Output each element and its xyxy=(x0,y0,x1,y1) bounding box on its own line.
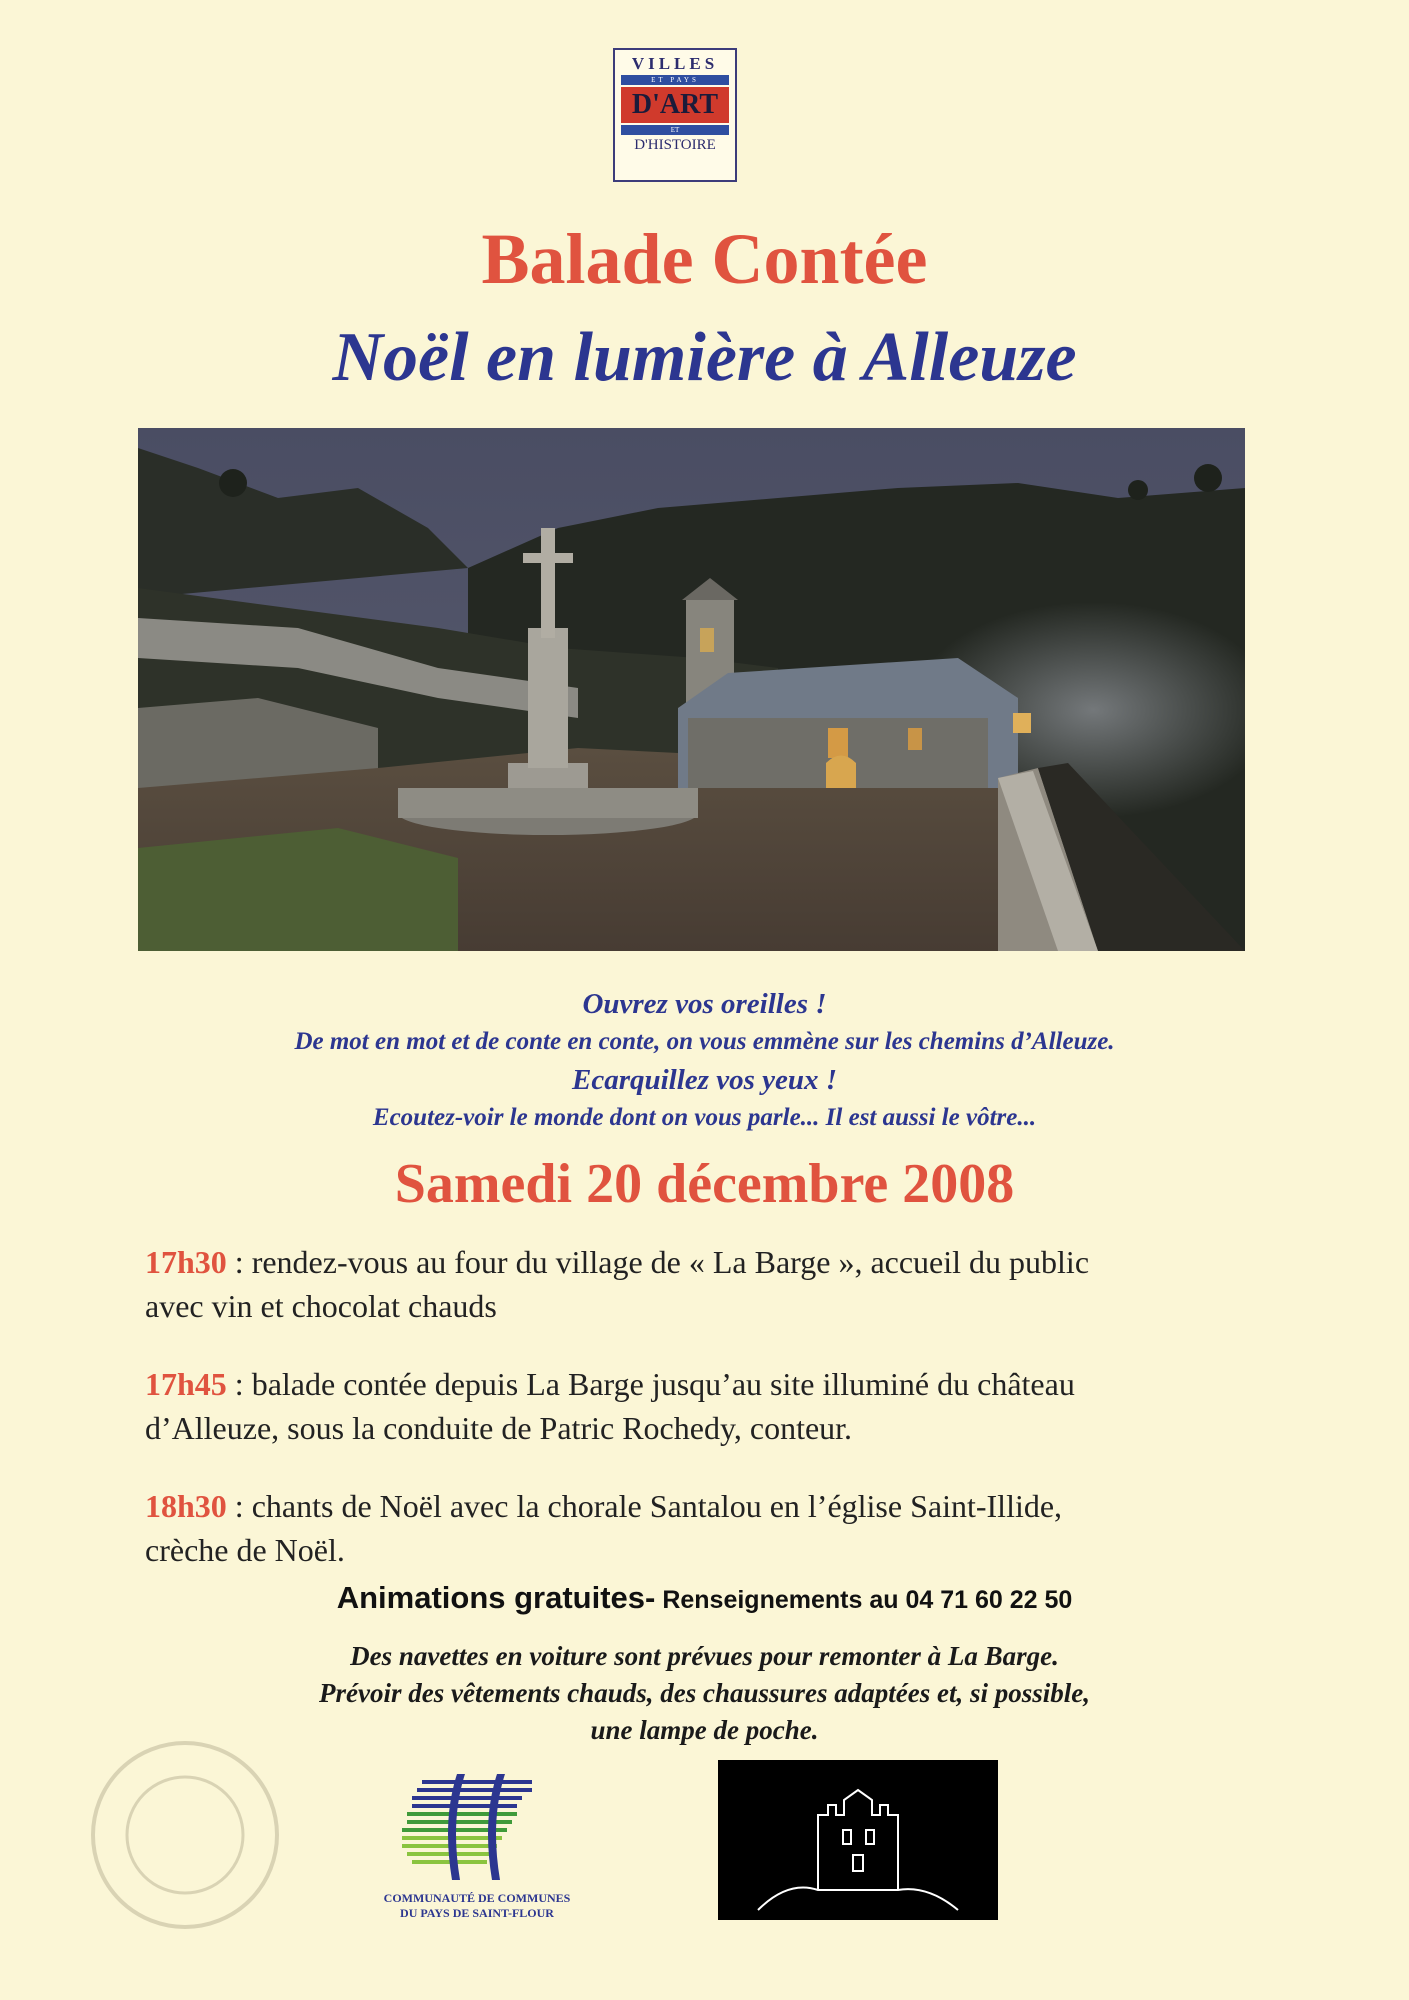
archive-stamp xyxy=(80,1730,290,1940)
event-date: Samedi 20 décembre 2008 xyxy=(394,1153,1015,1215)
communaute-de-communes-logo xyxy=(382,1770,572,1970)
info-phone: Renseignements au 04 71 60 22 50 xyxy=(655,1586,1073,1614)
info-line xyxy=(0,1580,1409,1616)
schedule-text-line2: avec vin et chocolat chauds xyxy=(145,1288,497,1324)
schedule-text-line1: : chants de Noël avec la chorale Santalou en l’église Saint-Illide, xyxy=(226,1488,1063,1524)
note-line-1: Des navettes en voiture sont prévues pour remonter à La Barge. xyxy=(350,1641,1059,1671)
note-line-2: Prévoir des vêtements chauds, des chaussures adaptées et, si possible, xyxy=(319,1678,1090,1708)
schedule-item-2 xyxy=(145,1362,1275,1450)
schedule-item-1 xyxy=(145,1240,1275,1328)
note-line-3: une lampe de poche. xyxy=(590,1715,819,1745)
schedule-text-line1: : rendez-vous au four du village de « La Barge », accueil du public xyxy=(226,1244,1090,1280)
logo-line-et-pays: ET PAYS xyxy=(621,75,729,85)
schedule-text-line1: : balade contée depuis La Barge jusqu’au site illuminé du château xyxy=(226,1366,1075,1402)
church-photo xyxy=(138,428,1245,951)
logo-line-et: ET xyxy=(621,125,729,135)
teaser-line-1: Ouvrez vos oreilles ! xyxy=(582,988,827,1020)
teaser-line-2: De mot en mot et de conte en conte, on vous emmène sur les chemins d’Alleuze. xyxy=(294,1028,1115,1055)
schedule-time: 17h45 xyxy=(145,1366,227,1402)
info-free-events: Animations gratuites- xyxy=(336,1580,656,1615)
cc-logo-mark-icon xyxy=(402,1770,552,1885)
schedule-text-line2: crèche de Noël. xyxy=(145,1532,345,1568)
schedule-text-line2: d’Alleuze, sous la conduite de Patric Rochedy, conteur. xyxy=(145,1410,853,1446)
teaser-block xyxy=(0,985,1409,1137)
schedule-item-3 xyxy=(145,1484,1275,1572)
cc-caption-line-1: COMMUNAUTÉ DE COMMUNES xyxy=(383,1891,571,1905)
castle-silhouette-image xyxy=(718,1760,998,1920)
logo-line-dhistoire: D'HISTOIRE xyxy=(634,137,716,153)
villes-art-histoire-logo xyxy=(613,48,737,182)
poster-title: Balade Contée xyxy=(481,219,928,299)
poster-subtitle: Noël en lumière à Alleuze xyxy=(332,319,1077,396)
logo-line-dart: D'ART xyxy=(621,87,729,123)
logo-line-villes: VILLES xyxy=(631,54,719,73)
schedule xyxy=(145,1240,1275,1606)
teaser-line-3: Ecarquillez vos yeux ! xyxy=(571,1064,838,1096)
cc-caption-line-2: DU PAYS DE SAINT-FLOUR xyxy=(400,1906,554,1920)
teaser-line-4: Ecoutez-voir le monde dont on vous parle... Il est aussi le vôtre... xyxy=(372,1104,1037,1131)
schedule-time: 18h30 xyxy=(145,1488,227,1524)
schedule-time: 17h30 xyxy=(145,1244,227,1280)
